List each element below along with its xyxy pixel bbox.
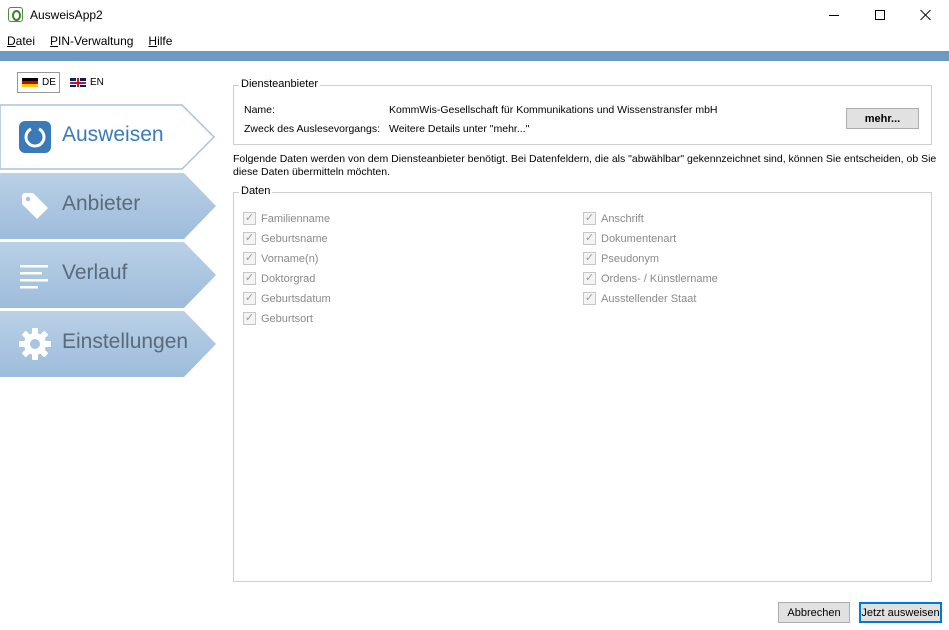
data-description-text: Folgende Daten werden von dem Diensteanbieter benötigt. Bei Datenfeldern, die als "abwählbar" gekennzeichnet sind, können Sie entscheiden, ob Sie diese Daten übermitteln möchten.	[233, 153, 937, 178]
nav-einstellungen[interactable]	[0, 311, 216, 377]
checkbox-geburtsname[interactable]	[243, 232, 328, 245]
checkbox-label: Geburtsort	[261, 312, 313, 325]
checkbox-geburtsort[interactable]	[243, 312, 313, 325]
menu-datei[interactable]: Datei	[7, 34, 36, 48]
checkbox-label: Pseudonym	[601, 252, 660, 265]
provider-group-title: Diensteanbieter	[241, 78, 319, 90]
language-de-label: DE	[42, 77, 56, 88]
window-title: AusweisApp2	[30, 8, 103, 22]
list-icon	[18, 258, 52, 292]
data-group	[233, 192, 932, 582]
checkbox-doktorgrad[interactable]	[243, 272, 315, 285]
checkbox-label: Familienname	[261, 212, 331, 225]
tag-icon	[18, 189, 52, 223]
checkmark-icon: ✓	[244, 212, 255, 224]
provider-purpose-label: Zweck des Auslesevorgangs:	[244, 123, 380, 135]
minimize-icon	[829, 15, 839, 16]
checkbox-label: Ordens- / Künstlername	[601, 272, 718, 285]
checkmark-icon: ✓	[584, 232, 595, 244]
provider-name-label: Name:	[244, 104, 275, 116]
checkbox-geburtsdatum[interactable]	[243, 292, 331, 305]
maximize-button[interactable]	[857, 0, 903, 30]
ausweisen-icon	[18, 120, 52, 154]
close-icon	[920, 9, 932, 21]
title-bar	[0, 0, 949, 30]
nav-einstellungen-label: Einstellungen	[62, 330, 189, 353]
checkbox-label: Dokumentenart	[601, 232, 677, 245]
checkmark-icon: ✓	[244, 252, 255, 264]
checkmark-icon: ✓	[244, 232, 255, 244]
checkmark-icon: ✓	[584, 272, 595, 284]
checkbox-vorname[interactable]	[243, 252, 318, 265]
checkbox-label: Anschrift	[601, 212, 644, 225]
minimize-button[interactable]	[811, 0, 857, 30]
checkbox-familienname[interactable]	[243, 212, 330, 225]
nav-verlauf[interactable]	[0, 242, 216, 308]
checkbox-pseudonym[interactable]	[583, 252, 659, 265]
checkbox-label: Doktorgrad	[261, 272, 316, 285]
language-de-button[interactable]	[17, 72, 60, 93]
checkmark-icon: ✓	[584, 212, 595, 224]
nav-anbieter[interactable]	[0, 173, 216, 239]
checkmark-icon: ✓	[244, 312, 255, 324]
checkmark-icon: ✓	[584, 252, 595, 264]
menu-pin-verwaltung[interactable]: PIN-Verwaltung	[50, 34, 134, 48]
gear-icon	[18, 327, 52, 361]
confirm-identify-button[interactable]: Jetzt ausweisen	[859, 602, 942, 623]
more-button[interactable]: mehr...	[846, 108, 919, 129]
checkbox-anschrift[interactable]	[583, 212, 644, 225]
nav-ausweisen[interactable]	[0, 104, 216, 170]
checkbox-label: Geburtsdatum	[261, 292, 331, 305]
close-button[interactable]	[903, 0, 949, 30]
cancel-button[interactable]: Abbrechen	[778, 602, 850, 623]
maximize-icon	[875, 10, 885, 20]
checkbox-label: Ausstellender Staat	[601, 292, 697, 305]
checkbox-ordens-kuenstlername[interactable]	[583, 272, 718, 285]
nav-anbieter-label: Anbieter	[62, 192, 141, 215]
uk-flag-icon	[70, 78, 86, 87]
nav-ausweisen-label: Ausweisen	[62, 123, 164, 146]
header-accent-bar	[0, 51, 949, 61]
app-icon	[8, 7, 23, 22]
language-en-label: EN	[90, 77, 104, 88]
checkmark-icon: ✓	[584, 292, 595, 304]
nav-verlauf-label: Verlauf	[62, 261, 128, 284]
provider-purpose-value: Weitere Details unter "mehr..."	[389, 123, 530, 135]
checkbox-ausstellender-staat[interactable]	[583, 292, 696, 305]
checkbox-label: Geburtsname	[261, 232, 328, 245]
data-group-title: Daten	[241, 185, 271, 197]
language-en-button[interactable]	[70, 72, 104, 93]
checkmark-icon: ✓	[244, 272, 255, 284]
provider-name-value: KommWis-Gesellschaft für Kommunikations und Wissenstransfer mbH	[389, 104, 718, 116]
checkbox-dokumentenart[interactable]	[583, 232, 676, 245]
german-flag-icon	[22, 78, 38, 87]
checkbox-label: Vorname(n)	[261, 252, 319, 265]
menu-bar	[0, 31, 949, 51]
checkmark-icon: ✓	[244, 292, 255, 304]
menu-hilfe[interactable]: Hilfe	[148, 34, 173, 48]
